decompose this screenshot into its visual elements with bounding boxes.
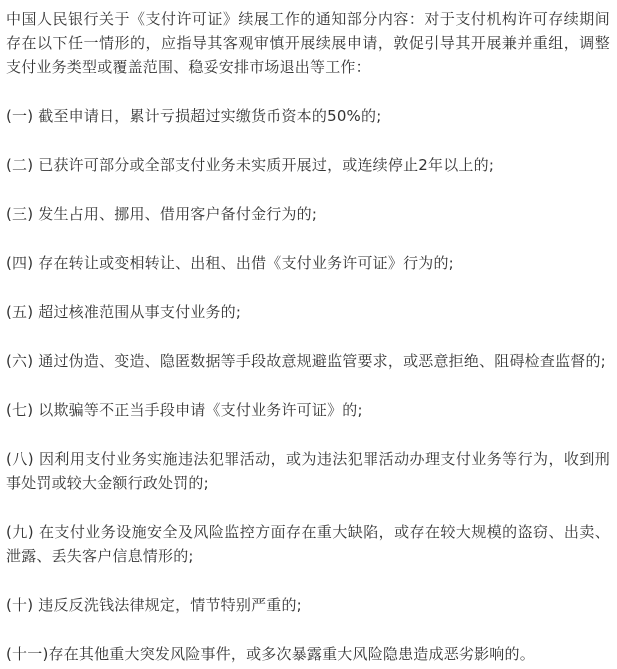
list-item-11: (十一)存在其他重大突发风险事件，或多次暴露重大风险隐患造成恶劣影响的。 [6,645,535,663]
list-item-2: (二) 已获许可部分或全部支付业务未实质开展过，或连续停止2年以上的; [6,156,495,174]
list-item-7: (七) 以欺骗等不正当手段申请《支付业务许可证》的; [6,401,363,419]
intro-paragraph: 中国人民银行关于《支付许可证》续展工作的通知部分内容：对于支付机构许可存续期间存在以下任一情形的，应指导其客观审慎开展续展申请，敦促引导其开展兼并重组，调整支付业务类型或覆盖范围、稳妥安排市场退出等工作： [6,10,610,76]
list-item-6: (六) 通过伪造、变造、隐匿数据等手段故意规避监管要求，或恶意拒绝、阻碍检查监督的; [6,352,606,370]
list-item-5: (五) 超过核准范围从事支付业务的; [6,303,242,321]
list-item-3: (三) 发生占用、挪用、借用客户备付金行为的; [6,205,318,223]
list-item-9: (九) 在支付业务设施安全及风险监控方面存在重大缺陷，或存在较大规模的盗窃、出卖、泄露、丢失客户信息情形的; [6,523,610,565]
list-item-8: (八) 因利用支付业务实施违法犯罪活动，或为违法犯罪活动办理支付业务等行为，收到刑事处罚或较大金额行政处罚的; [6,450,610,492]
list-item-4: (四) 存在转让或变相转让、出租、出借《支付业务许可证》行为的; [6,254,454,272]
list-item-1: (一) 截至申请日，累计亏损超过实缴货币资本的50%的; [6,107,382,125]
list-item-10: (十) 违反反洗钱法律规定，情节特别严重的; [6,596,302,614]
document-body [6,0,610,666]
